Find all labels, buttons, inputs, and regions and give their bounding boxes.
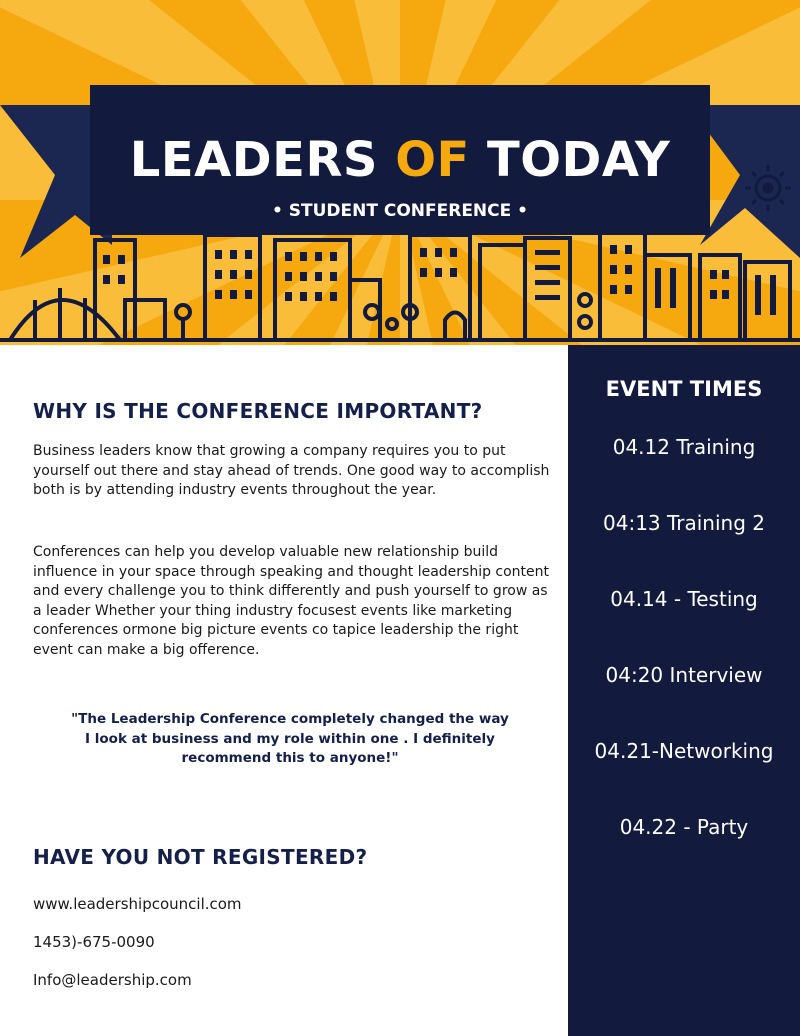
header-banner bbox=[0, 0, 800, 345]
banner-title-part1: LEADERS bbox=[129, 132, 396, 188]
event-time-item: 04.12 Training bbox=[612, 435, 756, 459]
banner-title bbox=[90, 130, 710, 190]
contact-email[interactable]: Info@leadership.com bbox=[33, 971, 192, 989]
contact-website[interactable]: www.leadershipcouncil.com bbox=[33, 895, 242, 913]
banner-subtitle: • STUDENT CONFERENCE • bbox=[271, 201, 529, 221]
banner-title-part2: TODAY bbox=[469, 132, 671, 188]
event-time-item: 04.14 - Testing bbox=[610, 587, 758, 611]
banner-title-accent: OF bbox=[395, 132, 470, 188]
event-time-item: 04:13 Training 2 bbox=[603, 511, 765, 535]
contact-phone[interactable]: 1453)-675-0090 bbox=[33, 933, 155, 951]
event-time-item: 04.21-Networking bbox=[594, 739, 774, 763]
event-times-title: EVENT TIMES bbox=[605, 377, 763, 401]
testimonial-quote: "The Leadership Conference completely changed the way I look at business and my role within one . I definitely recommend this to anyone!" bbox=[71, 711, 509, 766]
event-times-sidebar bbox=[568, 345, 800, 1036]
event-time-item: 04:20 Interview bbox=[605, 663, 763, 687]
main-content bbox=[0, 345, 568, 1036]
event-time-item: 04.22 - Party bbox=[619, 815, 749, 839]
paragraph-benefits: Conferences can help you develop valuable new relationship build influence in your space through speaking and thought leadership content and every challenge you to think differently and push yourself to grow as a leader Whether your thing industry focusest events like marketing conferences ormone big picture events co tapice leadership the right event can make a big ofference. bbox=[33, 544, 550, 658]
section-heading-importance: WHY IS THE CONFERENCE IMPORTANT? bbox=[33, 399, 483, 423]
paragraph-intro: Business leaders know that growing a company requires you to put yourself out there and stay ahead of trends. One good way to accomplish both is by attending industry events throughout the year. bbox=[33, 443, 550, 498]
section-heading-register: HAVE YOU NOT REGISTERED? bbox=[33, 845, 368, 869]
